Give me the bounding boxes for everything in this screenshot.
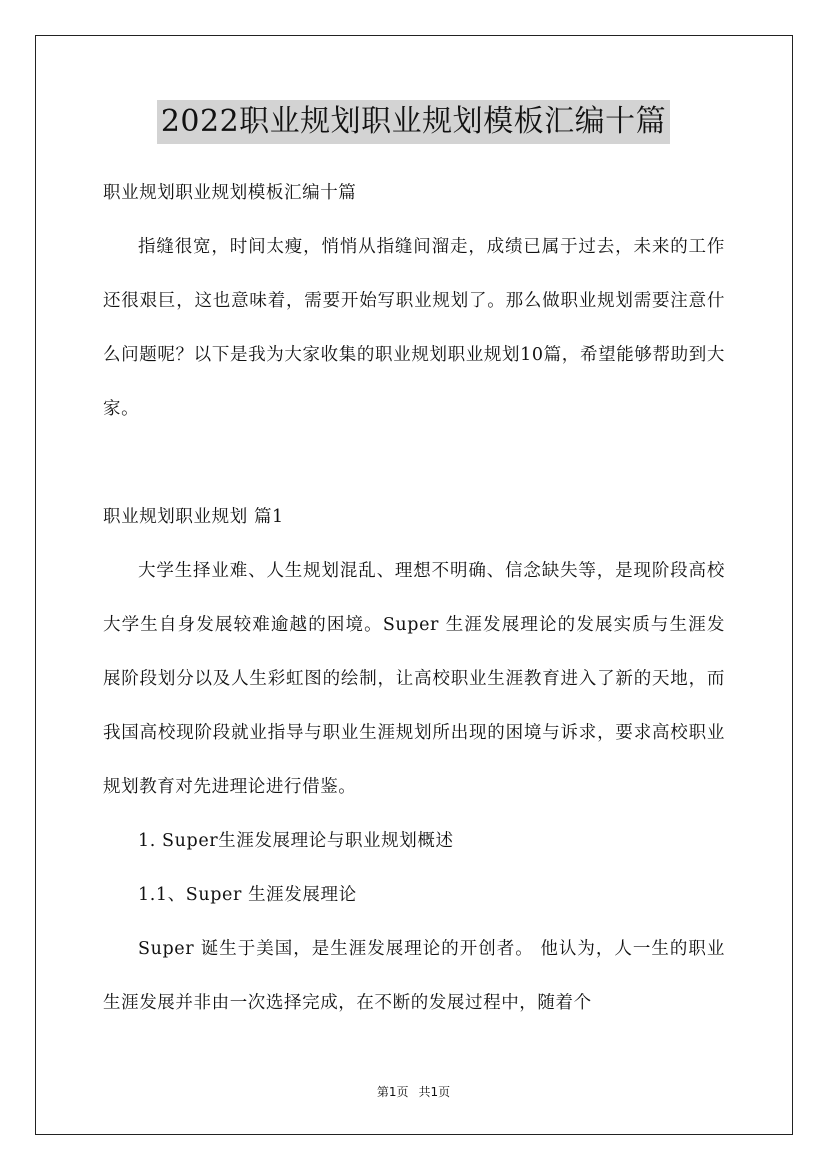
- document-subtitle: 职业规划职业规划模板汇编十篇: [103, 183, 357, 203]
- intro-paragraph: 指缝很宽，时间太瘦，悄悄从指缝间溜走，成绩已属于过去，未来的工作还很艰巨，这也意味着，需要开始写职业规划了。那么做职业规划需要注意什么问题呢？以下是我为大家收集的职业规划职业规划10篇，希望能够帮助到大家。: [103, 237, 725, 419]
- page-number-total: 共1页: [418, 1085, 451, 1099]
- title-container: [0, 100, 827, 144]
- section-heading: 职业规划职业规划 篇1: [103, 507, 284, 527]
- page-number-current: 第1页: [376, 1085, 409, 1099]
- list-item-heading-1: 1. Super生涯发展理论与职业规划概述: [138, 831, 454, 851]
- document-title: 2022职业规划职业规划模板汇编十篇: [157, 100, 670, 144]
- list-item-heading-1-1: 1.1、Super 生涯发展理论: [138, 885, 357, 905]
- body-paragraph-2: Super 诞生于美国，是生涯发展理论的开创者。 他认为，人一生的职业生涯发展并非由一次选择完成，在不断的发展过程中，随着个: [103, 939, 725, 1013]
- page-footer: [0, 1083, 827, 1100]
- body-paragraph-1: 大学生择业难、人生规划混乱、理想不明确、信念缺失等，是现阶段高校大学生自身发展较难逾越的困境。Super 生涯发展理论的发展实质与生涯发展阶段划分以及人生彩虹图的绘制，让高校职业生涯教育进入了新的天地，而我国高校现阶段就业指导与职业生涯规划所出现的困境与诉求，要求高校职业规划教育对先进理论进行借鉴。: [103, 561, 725, 797]
